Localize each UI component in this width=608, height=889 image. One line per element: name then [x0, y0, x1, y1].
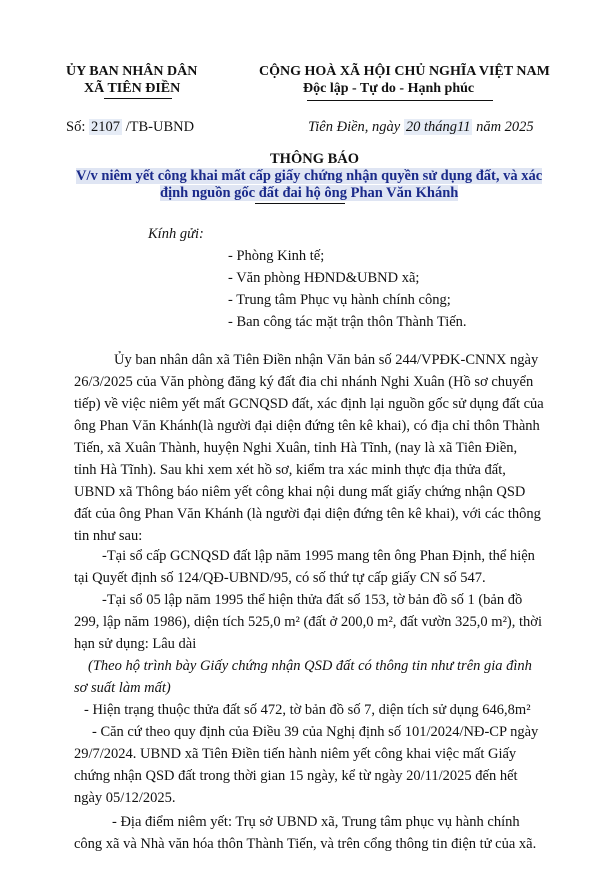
- body-p7-line: công xã và Nhà văn hóa thôn Thành Tiến, và trên cổng thông tin điện tử của xã.: [74, 836, 537, 852]
- subject-underline: [255, 203, 345, 204]
- recipient-item: - Trung tâm Phục vụ hành chính công;: [228, 292, 451, 308]
- body-p1-line: tiếp) về việc niêm yết mất GCNQSD đất, xác định lại nguồn gốc sử dụng đất của: [74, 396, 544, 412]
- recipient-item: - Phòng Kinh tế;: [228, 248, 325, 264]
- nation-motto: Độc lập - Tự do - Hạnh phúc: [303, 81, 475, 96]
- body-p6-line: chứng nhận QSD đất trong thời gian 15 ngày, kể từ ngày 20/11/2025 đến hết: [74, 768, 518, 784]
- body-p5-line: - Hiện trạng thuộc thửa đất số 472, tờ bản đồ số 7, diện tích sử dụng 646,8m²: [84, 702, 531, 718]
- subject-line-1: V/v niêm yết công khai mất cấp giấy chứng nhận quyền sử dụng đất, và xác: [76, 168, 543, 184]
- recipients-label: Kính gửi:: [148, 226, 204, 242]
- body-note-line: (Theo hộ trình bày Giấy chứng nhận QSD đất có thông tin như trên gia đình: [88, 658, 532, 674]
- body-p7-line: - Địa điểm niêm yết: Trụ sở UBND xã, Trung tâm phục vụ hành chính: [112, 814, 520, 830]
- motto-underline: [307, 100, 493, 101]
- body-p1-line: UBND xã Thông báo niêm yết công khai nội dung mất giấy chứng nhận QSD: [74, 484, 526, 500]
- date-year: năm 2025: [476, 119, 534, 135]
- body-p3-line: -Tại sổ 05 lập năm 1995 thể hiện thửa đất số 153, tờ bản đồ số 1 (bản đồ: [102, 592, 523, 608]
- body-p1-line: tỉnh Hà Tĩnh). Sau khi xem xét hồ sơ, kiểm tra xác minh thực địa thửa đất,: [74, 462, 506, 478]
- body-p1-line: ông Phan Văn Khánh(là người đại diện đứng tên kê khai), có địa chỉ thôn Thành: [74, 418, 540, 434]
- nation-title: CỘNG HOÀ XÃ HỘI CHỦ NGHĨA VIỆT NAM: [259, 64, 550, 79]
- body-p2-line: tại Quyết định số 124/QĐ-UBND/95, có số thứ tự cấp giấy CN số 547.: [74, 570, 486, 586]
- body-p1-line: đất của ông Phan Văn Khánh (là người đại diện đứng tên kê khai), với các thông: [74, 506, 541, 522]
- notice-heading: THÔNG BÁO: [270, 151, 360, 167]
- body-p1-line: Tiến, xã Xuân Thành, huyện Nghi Xuân, tỉnh Hà Tĩnh, (nay là xã Tiên Điền,: [74, 440, 518, 456]
- place-date-prefix: Tiên Điền, ngày: [308, 119, 401, 135]
- doc-number-line: [66, 119, 194, 136]
- recipient-item: - Ban công tác mặt trận thôn Thành Tiến.: [228, 314, 467, 330]
- recipient-item: - Văn phòng HĐND&UBND xã;: [228, 270, 420, 286]
- org-commune: XÃ TIÊN ĐIỀN: [84, 81, 181, 96]
- body-p1-line: tin như sau:: [74, 528, 143, 544]
- body-p3-line: hạn sử dụng: Lâu dài: [74, 636, 197, 652]
- body-p6-line: 29/7/2024. UBND xã Tiên Điền tiến hành niêm yết công khai việc mất Giấy: [74, 746, 517, 762]
- doc-number: 2107: [90, 119, 120, 135]
- body-note-line: sơ suất làm mất): [74, 680, 171, 696]
- doc-number-suffix: /TB-UBND: [125, 119, 195, 135]
- subject-line-2: định nguồn gốc đất đai hộ ông Phan Văn Khánh: [160, 185, 459, 201]
- body-p1-line: 26/3/2025 của Văn phòng đăng ký đất đia chi nhánh Nghi Xuân (Hồ sơ chuyển: [74, 374, 534, 390]
- org-underline: [104, 98, 172, 99]
- body-p1-line: Ủy ban nhân dân xã Tiên Điền nhận Văn bản số 244/VPĐK-CNNX ngày: [114, 352, 539, 368]
- org-name: ỦY BAN NHÂN DÂN: [66, 64, 198, 79]
- body-p2-line: -Tại sổ cấp GCNQSD đất lập năm 1995 mang tên ông Phan Định, thể hiện: [102, 548, 535, 564]
- date-day-month: 20 tháng11: [405, 119, 471, 135]
- doc-number-prefix: Số:: [66, 119, 86, 135]
- body-p6-line: - Căn cứ theo quy định của Điều 39 của Nghị định số 101/2024/NĐ-CP ngày: [92, 724, 539, 740]
- body-p3-line: 299, lập năm 1986), diện tích 525,0 m² (đất ở 200,0 m², đất vườn 325,0 m²), thời: [74, 614, 542, 630]
- place-date: [308, 119, 534, 136]
- body-p6-line: ngày 05/12/2025.: [74, 790, 176, 806]
